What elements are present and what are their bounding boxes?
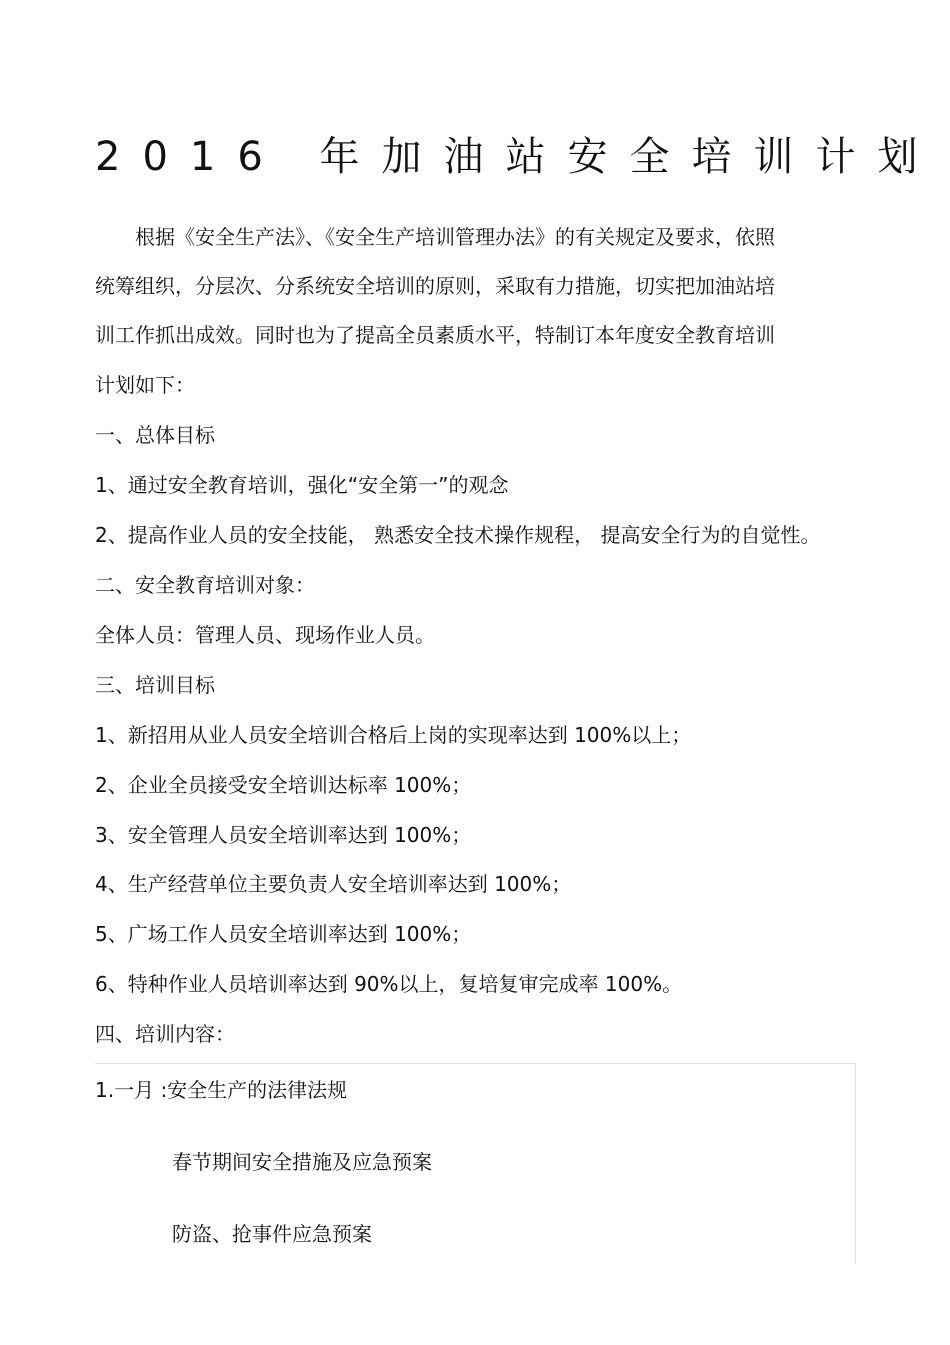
section-1-item-1: 1、通过安全教育培训，强化“安全第一”的观念 (95, 473, 509, 497)
table-sub-item-1: 春节期间安全措施及应急预案 (172, 1150, 432, 1174)
section-3-item-1: 1、新招用从业人员安全培训合格后上岗的实现率达到 100%以上； (95, 723, 692, 747)
intro-line-4: 计划如下： (95, 373, 195, 397)
section-3-heading: 三、培训目标 (95, 673, 215, 697)
intro-line-2: 统筹组织，分层次、分系统安全培训的原则，采取有力措施，切实把加油站培 (95, 274, 775, 298)
intro-line-1: 根据《安全生产法》、《安全生产培训管理办法》的有关规定及要求，依照 (135, 225, 775, 249)
table-sub-item-2: 防盗、抢事件应急预案 (172, 1222, 372, 1246)
section-3-item-4: 4、生产经营单位主要负责人安全培训率达到 100%； (95, 872, 572, 896)
section-3-item-6: 6、特种作业人员培训率达到 90%以上，复培复审完成率 100%。 (95, 972, 683, 996)
section-3-item-5: 5、广场工作人员安全培训率达到 100%； (95, 922, 472, 946)
section-2-heading: 二、安全教育培训对象： (95, 573, 315, 597)
section-3-item-2: 2、企业全员接受安全培训达标率 100%； (95, 773, 472, 797)
section-2-text: 全体人员：管理人员、现场作业人员。 (95, 623, 435, 647)
page-title: 2016 年加油站安全培训计划 (95, 134, 940, 180)
section-4-heading: 四、培训内容： (95, 1022, 235, 1046)
intro-line-3: 训工作抓出成效。同时也为了提高全员素质水平，特制订本年度安全教育培训 (95, 323, 775, 347)
section-3-item-3: 3、安全管理人员安全培训率达到 100%； (95, 823, 472, 847)
section-1-item-2: 2、提高作业人员的安全技能， 熟悉安全技术操作规程， 提高安全行为的自觉性。 (95, 523, 821, 547)
table-month-row: 1.一月 :安全生产的法律法规 (95, 1078, 348, 1102)
section-1-heading: 一、总体目标 (95, 423, 215, 447)
